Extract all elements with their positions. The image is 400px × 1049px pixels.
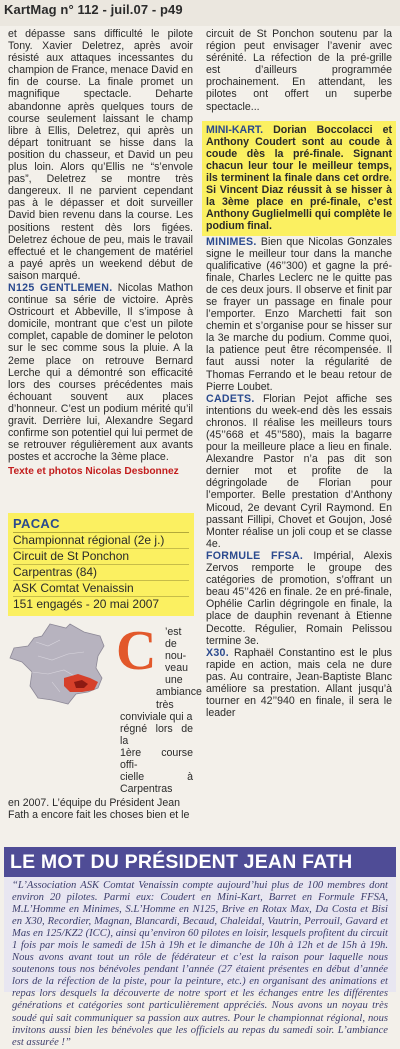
intro-line: veau une xyxy=(165,662,188,687)
photo-credit: Texte et photos Nicolas Desbonnez xyxy=(8,466,179,478)
event-info-box xyxy=(8,513,194,616)
right-column xyxy=(206,28,392,719)
intro-line: conviviale qui a xyxy=(120,710,193,723)
minikart-text: Dorian Boccolacci et Anthony Coudert sont au coude à coude dès la pré-finale. Signant chacun leur tour le meilleur temps, ils terminent la finale dans cet ordre. Si Vincent Diaz réussit à se hisser à la 3ème place en pré-finale, c’est Anthony Guglielmelli qui complète le podium final. xyxy=(206,123,393,233)
ffsa-paragraph xyxy=(206,550,392,647)
event-info-row: Circuit de St Ponchon xyxy=(13,549,189,565)
event-info-row: Carpentras (84) xyxy=(13,565,189,581)
article-paragraph: et dépasse sans difficulté le pilote Tony. Xavier Deletrez, après avoir résisté aux attaques incessantes du champion de France, menace David en fin de course. La finale promet un magnifique spectacle. Deharte abandonne après quelques tours de course seulement laissant le champ libre à Ellis, Deletrez, qui après un départ tonitruant se hisse dans la position du chasseur, et David un peu plus loin. Alors qu’Ellis ne “s’envole pas”, Deletrez se montre très dangereux. Il ne parvient cependant pas à le dépasser et doit surveiller David bien revenu dans la course. Les positions restent dès lors figées. Deletrez échoue de peu, mais le travail effectué et le changement de matériel a payé après un weekend début de saison marqué. xyxy=(8,28,193,282)
event-info-title: PACAC xyxy=(13,516,189,533)
article-paragraph: circuit de St Ponchon soutenu par la région peut envisager l’avenir avec sérénité. La réfection de la pré-grille est d’ailleurs programmée prochainement. En attendant, les pilotes ont offert un superbe spectacle... xyxy=(206,28,392,113)
intro-line: 1ère course offi- xyxy=(120,746,193,772)
minimes-paragraph xyxy=(206,236,392,393)
magazine-header-title: KartMag n° 112 - juil.07 - p49 xyxy=(4,2,183,17)
minikart-heading: MINI-KART. xyxy=(206,123,264,136)
x30-paragraph xyxy=(206,647,392,720)
minimes-heading: MINIMES. xyxy=(206,235,257,248)
cadets-text: Florian Pejot affiche ses intentions du week-end dès les essais chronos. Il réalise les meilleurs tours (45’’668 et 45’’580), mais la bagarre pour la meilleure place a lieu en finale. Alexandre Pastor n’a pas dit son dernier mot et profite de la dégringolade de Florian pour l’emporter. Belle prestation d’Anthony Micoud, 2e devant Cyril Raymond. En passant Fillipi, Chovet et Goujon, José Monter réalise un joli coup et se classe 4e. xyxy=(206,392,392,550)
event-info-row: ASK Comtat Venaissin xyxy=(13,581,189,597)
intro-line: ’est de nou- xyxy=(165,626,187,663)
president-title-bar xyxy=(4,847,396,877)
intro-line: cielle à Carpentras xyxy=(120,771,193,796)
president-quote: “L’Association ASK Comtat Venaissin compte aujourd’hui plus de 100 membres dont environ 20 pilotes. Parmi eux: Coudert en Mini-Kart, Barret en Formule FFSA, M.L’Homme en Minimes, S.L’Homme en N125, Brive en Rotax Max, Da Costa et Bisi en X30, Recordier, Magnan, Blancardi, Becaud, Chaleidal, Vautrin, Perrouil, Gavard et Mas en 125/KZ2 (ICC), ainsi qu’environ 60 pilotes en loisir, lesquels profitent du circuit 1 fois par mois le samedi de 15h à 19h et le dimanche de 10h à 12h et de 15h à 19h. Nous avons avant tout un rôle de fédérateur et c’est la raison pour laquelle nous soutenons tous nos bénévoles pendant l’année (27 étaient présentes en début d’année lors de la réfection de la piste, pour la peinture, etc.) en organisant des animations et repas lors desquels la découverte de notre sport et les échanges entre les différentes générations et catégories sont particulièrement appréciés. Nous avons un noyau très soudé qui sait communiquer sa passion aux autres. Pour le championnat régional, nous invitons aussi bien les bénévoles que les officiels au repas du samedi soir. L’ambiance est assurée !” xyxy=(4,877,396,992)
event-info-row: 151 engagés - 20 mai 2007 xyxy=(13,597,160,611)
intro-line: Fath a encore fait les choses bien et le xyxy=(8,809,190,822)
dropcap-letter: C xyxy=(116,620,157,682)
event-info-row: Championnat régional (2e j.) xyxy=(13,533,189,549)
intro-line: ambiance très xyxy=(156,686,202,711)
intro-paragraph xyxy=(8,620,202,822)
n125-paragraph xyxy=(8,282,193,463)
minikart-highlight xyxy=(202,121,396,236)
minimes-text: Bien que Nicolas Gonzales signe le meilleur tour dans la manche qualificative (46’’300) et gagne la pré-finale, Charles Leclerc ne le quitte pas de ces deux jours. Il observe et finit par se frayer un passage en finale pour l’emporter. Enzo Marchetti fait son chemin et s’organise pour se hisser sur la 3e marche du podium. Comme quoi, la patience peut être récompensée. Il faut aussi noter la régularité de Thomas Ferrando et le beau retour de Pierre Loubet. xyxy=(206,235,392,393)
ffsa-text: Impérial, Alexis Zervos remporte le groupe des catégories de promotion, s’offrant un beau 45’’426 en finale. 2e en pré-finale, Ophélie Carlin dégringole en finale, la place de dauphin revenant à Etienne Decotte. Régulier, Romain Pelissou termine 3e. xyxy=(206,549,392,647)
intro-line: régné lors de la xyxy=(120,722,193,747)
x30-heading: X30. xyxy=(206,646,229,659)
x30-text: Raphaël Constantino est le plus rapide en action, mais cela ne dure pas. Au contraire, Jean-Baptiste Blanc améliore sa prestation. Allant jusqu’à tourner en 42’’940 en finale, il sera le leader xyxy=(206,646,392,720)
n125-text: Nicolas Mathon continue sa série de victoire. Après Ostricourt et Abbeville, Il s’impose à domicile, montrant que c’est un pilote complet, capable de dominer le peloton sur le sec comme sous la pluie. A la 2eme place on retrouve Bernard Lerche qui a démontré son efficacité lors des courses précédentes mais échouant souvent aux places d’honneur. C’est un podium mérité qu’il gravit. Derrière lui, Alexandre Segard confirme son potentiel qui lui permet de se retrouver régulièrement aux avants postes et accroche la 3ème place. xyxy=(8,281,193,464)
ffsa-heading: FORMULE FFSA. xyxy=(206,549,304,562)
n125-heading: N125 GENTLEMEN. xyxy=(8,281,113,294)
president-title: LE MOT DU PRÉSIDENT JEAN FATH xyxy=(10,851,353,873)
cadets-paragraph xyxy=(206,393,392,550)
cadets-heading: CADETS. xyxy=(206,392,255,405)
left-column xyxy=(8,28,193,478)
intro-line: en 2007. L’équipe du Président Jean xyxy=(8,797,180,810)
